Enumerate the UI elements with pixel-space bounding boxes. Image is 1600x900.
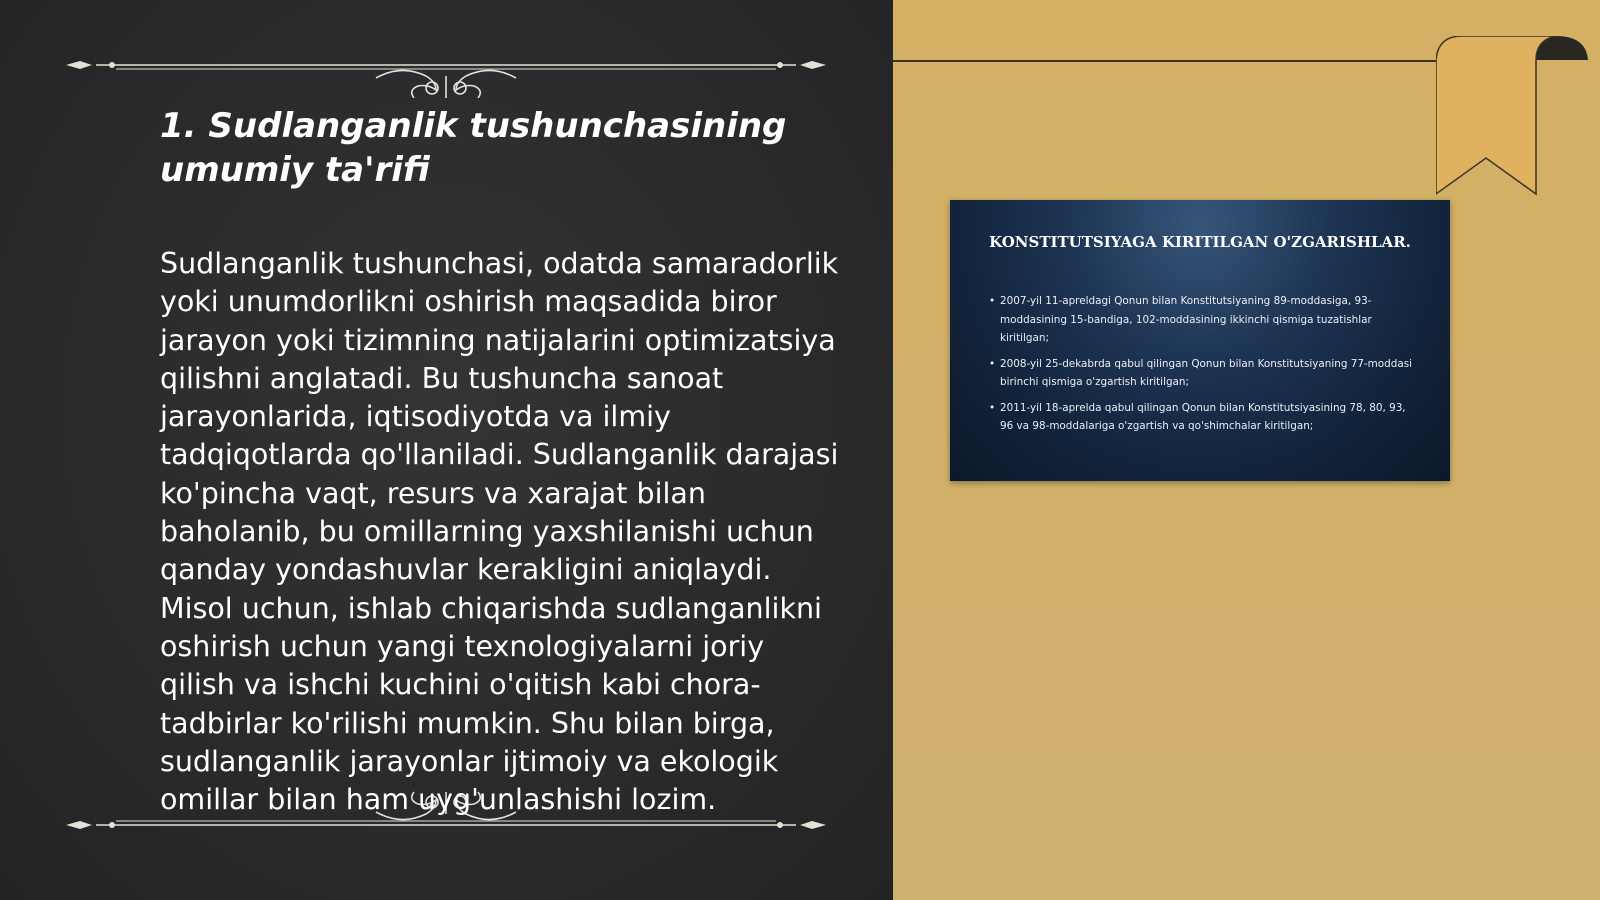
list-item	[989, 355, 1415, 392]
thumbnail-list	[989, 292, 1415, 443]
list-item-text: 2007-yil 11-apreldagi Qonun bilan Konstitutsiyaning 89-moddasiga, 93-moddasining 15-bandiga, 102-moddasining ikkinchi qismiga tuzatishlar kiritilgan;	[1000, 295, 1372, 344]
bullet-icon: •	[989, 357, 996, 370]
list-item-text: 2011-yil 18-aprelda qabul qilingan Qonun bilan Konstitutsiyasining 78, 80, 93, 96 va 98-moddalariga o'zgartish va qo'shimchalar kiritilgan;	[1000, 401, 1406, 432]
slide-body-text: Sudlanganlik tushunchasi, odatda samaradorlik yoki unumdorlikni oshirish maqsadida biror jarayon yoki tizimning natijalarini optimizatsiya qilishni anglatadi. Bu tushuncha sanoat jarayonlarida, iqtisodiyotda va ilmiy tadqiqotlarda qo'llaniladi. Sudlanganlik darajasi ko'pincha vaqt, resurs va xarajat bilan baholanib, bu omillarning yaxshilanishi uchun qanday yondashuvlar kerakligini aniqlaydi. Misol uchun, ishlab chiqarishda sudlanganlikni oshirish uchun yangi texnologiyalarni joriy qilish va ishchi kuchini o'qitish kabi chora-tadbirlar ko'rilishi mumkin. Shu bilan birga, sudlanganlik jarayonlar ijtimoiy va ekologik omillar bilan ham uyg'unlashishi lozim.	[160, 247, 839, 817]
list-item-text: 2008-yil 25-dekabrda qabul qilingan Qonun bilan Konstitutsiyaning 77-moddasi birinchi qismiga o'zgartish kiritilgan;	[1000, 357, 1413, 388]
list-item	[989, 292, 1415, 348]
thumbnail-title: KONSTITUTSIYAGA KIRITILGAN O'ZGARISHLAR.	[989, 233, 1411, 251]
bullet-icon: •	[989, 295, 996, 307]
slide-title: 1. Sudlanganlik tushunchasining umumiy ta'rifi	[160, 106, 787, 190]
bookmark-ribbon-icon	[1436, 36, 1588, 200]
divider-line	[893, 60, 1438, 62]
slide-thumbnail	[950, 200, 1450, 481]
bullet-icon: •	[989, 401, 996, 414]
list-item	[989, 399, 1415, 436]
flourish-divider-top-icon	[66, 38, 826, 98]
